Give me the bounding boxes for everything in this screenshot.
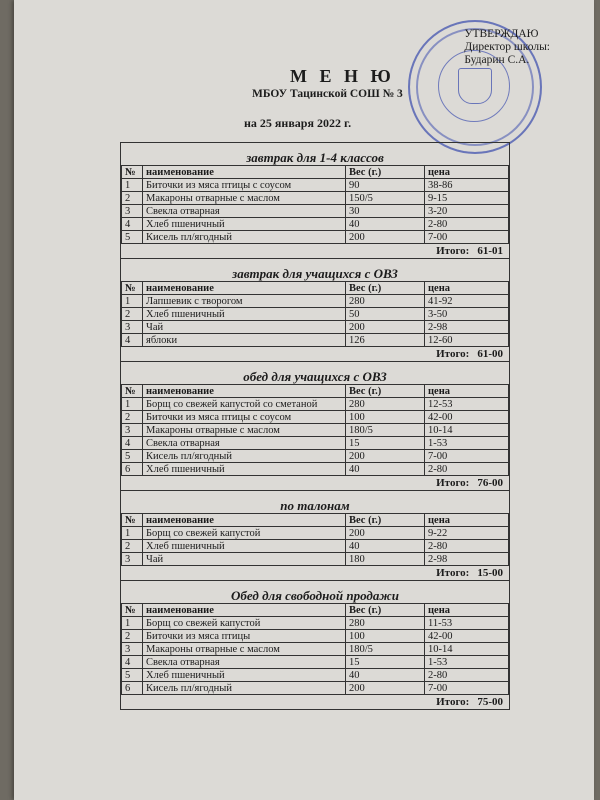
row-number: 3 bbox=[122, 424, 143, 437]
dish-name: Биточки из мяса птицы с соусом bbox=[143, 179, 346, 192]
total-label: Итого: bbox=[436, 567, 470, 579]
dish-price: 12-53 bbox=[425, 398, 509, 411]
table-row bbox=[122, 424, 509, 437]
column-header-number: № bbox=[122, 514, 143, 527]
total-label: Итого: bbox=[436, 348, 470, 360]
menu-table bbox=[121, 513, 509, 566]
dish-name: Макароны отварные с маслом bbox=[143, 643, 346, 656]
dish-name: Чай bbox=[143, 321, 346, 334]
total-value: 61-01 bbox=[477, 245, 503, 257]
dish-name: яблоки bbox=[143, 334, 346, 347]
table-row bbox=[122, 205, 509, 218]
menu-section bbox=[121, 491, 509, 581]
dish-weight: 40 bbox=[346, 463, 425, 476]
table-row bbox=[122, 179, 509, 192]
row-number: 2 bbox=[122, 411, 143, 424]
table-row bbox=[122, 682, 509, 695]
dish-name: Хлеб пшеничный bbox=[143, 218, 346, 231]
dish-name: Кисель пл/ягодный bbox=[143, 450, 346, 463]
column-header-price: цена bbox=[425, 514, 509, 527]
table-row bbox=[122, 617, 509, 630]
dish-weight: 280 bbox=[346, 295, 425, 308]
dish-price: 41-92 bbox=[425, 295, 509, 308]
table-row bbox=[122, 411, 509, 424]
dish-weight: 100 bbox=[346, 630, 425, 643]
menu-date: на 25 января 2022 г. bbox=[244, 116, 352, 130]
menu-sheet bbox=[120, 142, 510, 710]
dish-price: 2-80 bbox=[425, 540, 509, 553]
column-header-price: цена bbox=[425, 282, 509, 295]
column-header-number: № bbox=[122, 282, 143, 295]
table-row bbox=[122, 192, 509, 205]
dish-price: 10-14 bbox=[425, 643, 509, 656]
table-row bbox=[122, 218, 509, 231]
dish-weight: 150/5 bbox=[346, 192, 425, 205]
seal-emblem-icon bbox=[458, 68, 492, 104]
row-number: 1 bbox=[122, 179, 143, 192]
section-title: по талонам bbox=[280, 498, 350, 513]
dish-price: 10-14 bbox=[425, 424, 509, 437]
dish-weight: 15 bbox=[346, 656, 425, 669]
dish-price: 3-20 bbox=[425, 205, 509, 218]
dish-price: 2-80 bbox=[425, 463, 509, 476]
table-row bbox=[122, 669, 509, 682]
dish-price: 1-53 bbox=[425, 437, 509, 450]
dish-weight: 280 bbox=[346, 398, 425, 411]
dish-price: 2-80 bbox=[425, 669, 509, 682]
menu-section bbox=[121, 362, 509, 491]
menu-table bbox=[121, 384, 509, 476]
dish-name: Борщ со свежей капустой со сметаной bbox=[143, 398, 346, 411]
column-header-name: наименование bbox=[143, 604, 346, 617]
dish-name: Хлеб пшеничный bbox=[143, 463, 346, 476]
dish-weight: 180/5 bbox=[346, 424, 425, 437]
table-header-row bbox=[122, 282, 509, 295]
row-number: 1 bbox=[122, 398, 143, 411]
row-number: 6 bbox=[122, 463, 143, 476]
column-header-name: наименование bbox=[143, 514, 346, 527]
dish-price: 42-00 bbox=[425, 630, 509, 643]
menu-table bbox=[121, 165, 509, 244]
menu-section bbox=[121, 581, 509, 710]
row-number: 2 bbox=[122, 630, 143, 643]
dish-weight: 40 bbox=[346, 669, 425, 682]
dish-price: 9-15 bbox=[425, 192, 509, 205]
table-row bbox=[122, 643, 509, 656]
section-title: обед для учащихся с ОВЗ bbox=[243, 369, 387, 384]
row-number: 6 bbox=[122, 682, 143, 695]
row-number: 3 bbox=[122, 643, 143, 656]
dish-weight: 100 bbox=[346, 411, 425, 424]
column-header-weight: Вес (г.) bbox=[346, 282, 425, 295]
dish-weight: 50 bbox=[346, 308, 425, 321]
menu-title: М Е Н Ю bbox=[290, 66, 395, 86]
dish-name: Борщ со свежей капустой bbox=[143, 527, 346, 540]
table-row bbox=[122, 437, 509, 450]
dish-name: Свекла отварная bbox=[143, 437, 346, 450]
dish-weight: 90 bbox=[346, 179, 425, 192]
table-row bbox=[122, 450, 509, 463]
dish-name: Свекла отварная bbox=[143, 656, 346, 669]
column-header-price: цена bbox=[425, 166, 509, 179]
column-header-number: № bbox=[122, 385, 143, 398]
table-row bbox=[122, 527, 509, 540]
dish-name: Макароны отварные с маслом bbox=[143, 424, 346, 437]
dish-weight: 15 bbox=[346, 437, 425, 450]
row-number: 3 bbox=[122, 321, 143, 334]
dish-price: 7-00 bbox=[425, 450, 509, 463]
dish-price: 2-98 bbox=[425, 553, 509, 566]
total-value: 15-00 bbox=[477, 567, 503, 579]
column-header-price: цена bbox=[425, 604, 509, 617]
dish-price: 38-86 bbox=[425, 179, 509, 192]
total-value: 76-00 bbox=[477, 477, 503, 489]
approval-word: УТВЕРЖДАЮ bbox=[464, 28, 539, 40]
school-name: МБОУ Тацинской СОШ № 3 bbox=[252, 88, 403, 100]
dish-name: Биточки из мяса птицы bbox=[143, 630, 346, 643]
dish-weight: 200 bbox=[346, 231, 425, 244]
column-header-weight: Вес (г.) bbox=[346, 514, 425, 527]
column-header-weight: Вес (г.) bbox=[346, 385, 425, 398]
column-header-number: № bbox=[122, 604, 143, 617]
approval-position: Директор школы: bbox=[464, 41, 550, 53]
table-row bbox=[122, 308, 509, 321]
total-label: Итого: bbox=[436, 696, 470, 708]
dish-name: Хлеб пшеничный bbox=[143, 308, 346, 321]
row-number: 5 bbox=[122, 669, 143, 682]
table-row bbox=[122, 656, 509, 669]
section-total bbox=[121, 566, 509, 581]
dish-weight: 40 bbox=[346, 218, 425, 231]
dish-weight: 200 bbox=[346, 321, 425, 334]
dish-weight: 200 bbox=[346, 450, 425, 463]
table-header-row bbox=[122, 604, 509, 617]
dish-name: Свекла отварная bbox=[143, 205, 346, 218]
dish-name: Борщ со свежей капустой bbox=[143, 617, 346, 630]
dish-name: Биточки из мяса птицы с соусом bbox=[143, 411, 346, 424]
approval-block bbox=[464, 28, 550, 67]
dish-name: Лапшевик с творогом bbox=[143, 295, 346, 308]
table-row bbox=[122, 398, 509, 411]
column-header-number: № bbox=[122, 166, 143, 179]
approval-signer: Бударин С.А. bbox=[464, 54, 530, 66]
dish-price: 11-53 bbox=[425, 617, 509, 630]
row-number: 5 bbox=[122, 450, 143, 463]
dish-price: 1-53 bbox=[425, 656, 509, 669]
dish-name: Хлеб пшеничный bbox=[143, 540, 346, 553]
row-number: 5 bbox=[122, 231, 143, 244]
dish-name: Кисель пл/ягодный bbox=[143, 231, 346, 244]
table-row bbox=[122, 553, 509, 566]
row-number: 3 bbox=[122, 553, 143, 566]
row-number: 4 bbox=[122, 334, 143, 347]
dish-price: 2-80 bbox=[425, 218, 509, 231]
dish-name: Макароны отварные с маслом bbox=[143, 192, 346, 205]
column-header-name: наименование bbox=[143, 385, 346, 398]
column-header-weight: Вес (г.) bbox=[346, 166, 425, 179]
table-row bbox=[122, 334, 509, 347]
total-label: Итого: bbox=[436, 477, 470, 489]
section-title: Обед для свободной продажи bbox=[231, 588, 399, 603]
column-header-price: цена bbox=[425, 385, 509, 398]
dish-weight: 30 bbox=[346, 205, 425, 218]
dish-price: 2-98 bbox=[425, 321, 509, 334]
dish-weight: 40 bbox=[346, 540, 425, 553]
total-value: 61-00 bbox=[477, 348, 503, 360]
row-number: 3 bbox=[122, 205, 143, 218]
dish-weight: 126 bbox=[346, 334, 425, 347]
table-header-row bbox=[122, 514, 509, 527]
table-row bbox=[122, 321, 509, 334]
section-total bbox=[121, 244, 509, 259]
row-number: 1 bbox=[122, 617, 143, 630]
menu-table bbox=[121, 281, 509, 347]
total-value: 75-00 bbox=[477, 696, 503, 708]
table-row bbox=[122, 295, 509, 308]
dish-weight: 180 bbox=[346, 553, 425, 566]
row-number: 4 bbox=[122, 656, 143, 669]
dish-weight: 280 bbox=[346, 617, 425, 630]
row-number: 1 bbox=[122, 527, 143, 540]
row-number: 4 bbox=[122, 218, 143, 231]
section-total bbox=[121, 695, 509, 710]
row-number: 2 bbox=[122, 308, 143, 321]
table-header-row bbox=[122, 166, 509, 179]
dish-price: 7-00 bbox=[425, 231, 509, 244]
dish-weight: 200 bbox=[346, 527, 425, 540]
total-label: Итого: bbox=[436, 245, 470, 257]
dish-price: 9-22 bbox=[425, 527, 509, 540]
dish-price: 7-00 bbox=[425, 682, 509, 695]
section-total bbox=[121, 476, 509, 491]
column-header-name: наименование bbox=[143, 166, 346, 179]
row-number: 2 bbox=[122, 540, 143, 553]
dish-price: 42-00 bbox=[425, 411, 509, 424]
dish-name: Чай bbox=[143, 553, 346, 566]
dish-name: Хлеб пшеничный bbox=[143, 669, 346, 682]
section-total bbox=[121, 347, 509, 362]
table-row bbox=[122, 630, 509, 643]
dish-price: 12-60 bbox=[425, 334, 509, 347]
table-header-row bbox=[122, 385, 509, 398]
row-number: 1 bbox=[122, 295, 143, 308]
table-row bbox=[122, 540, 509, 553]
dish-weight: 180/5 bbox=[346, 643, 425, 656]
table-row bbox=[122, 463, 509, 476]
menu-section bbox=[121, 259, 509, 362]
column-header-weight: Вес (г.) bbox=[346, 604, 425, 617]
section-title: завтрак для учащихся с ОВЗ bbox=[232, 266, 398, 281]
menu-section bbox=[121, 143, 509, 259]
table-row bbox=[122, 231, 509, 244]
dish-price: 3-50 bbox=[425, 308, 509, 321]
row-number: 4 bbox=[122, 437, 143, 450]
menu-table bbox=[121, 603, 509, 695]
dish-name: Кисель пл/ягодный bbox=[143, 682, 346, 695]
section-title: завтрак для 1-4 классов bbox=[246, 150, 384, 165]
column-header-name: наименование bbox=[143, 282, 346, 295]
row-number: 2 bbox=[122, 192, 143, 205]
dish-weight: 200 bbox=[346, 682, 425, 695]
